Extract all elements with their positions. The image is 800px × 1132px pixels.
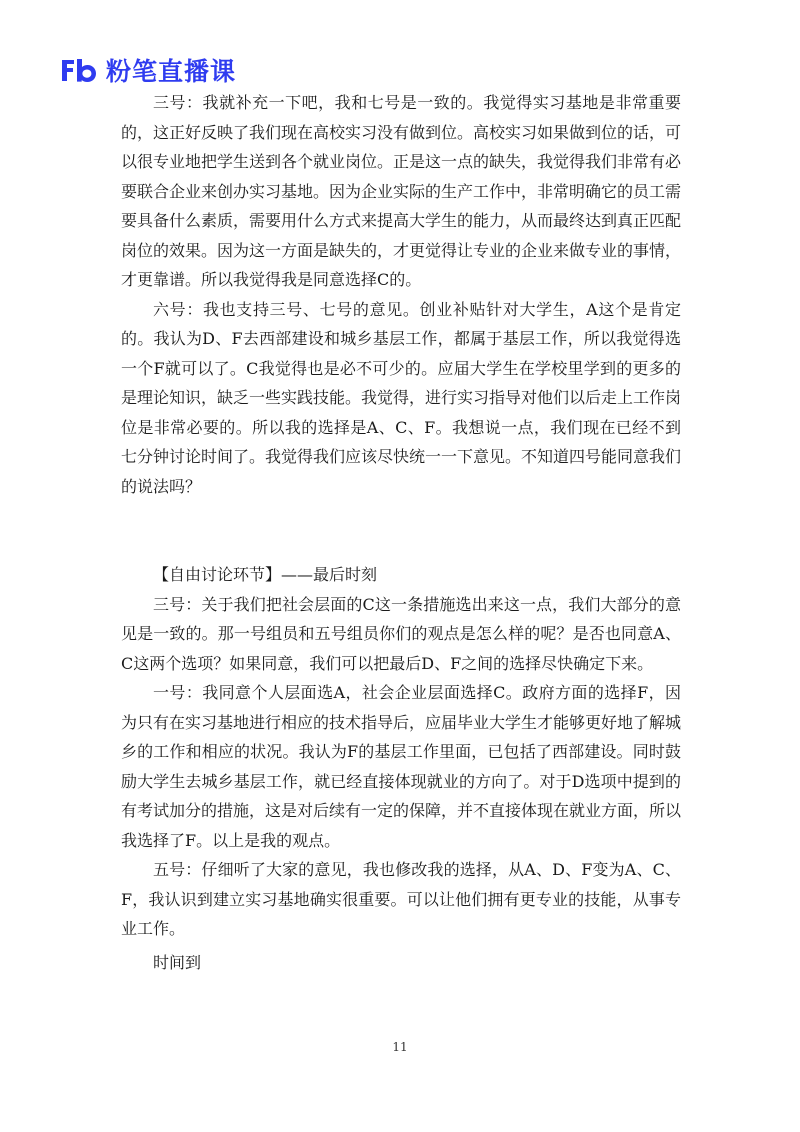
paragraph-speaker-3-final: 三号：关于我们把社会层面的C这一条措施选出来这一点，我们大部分的意见是一致的。那一号组员和五号组员你们的观点是怎么样的呢？是否也同意A、C这两个选项？如果同意，我们可以把最后D、F之间的选择尽快确定下来。	[121, 594, 681, 673]
paragraph-speaker-3: 三号：我就补充一下吧，我和七号是一致的。我觉得实习基地是非常重要的，这正好反映了我们现在高校实习没有做到位。高校实习如果做到位的话，可以很专业地把学生送到各个就业岗位。正是这一点的缺失，我觉得我们非常有必要联合企业来创办实习基地。因为企业实际的生产工作中，非常明确它的员工需要具备什么素质，需要用什么方式来提高大学生的能力，从而最终达到真正匹配岗位的效果。因为这一方面是缺失的，才更觉得让专业的企业来做专业的事情，才更靠谱。所以我觉得我是同意选择C的。	[121, 93, 682, 289]
document-body	[121, 88, 681, 977]
fb-logo-icon	[60, 56, 98, 84]
closing-line: 时间到	[153, 952, 202, 972]
paragraph-speaker-5: 五号：仔细听了大家的意见，我也修改我的选择，从A、D、F变为A、C、F，我认识到建立实习基地确实很重要。可以让他们拥有更专业的技能，从事专业工作。	[121, 860, 681, 938]
section-heading: 【自由讨论环节】——最后时刻	[153, 565, 378, 584]
brand-name: 粉笔直播课	[106, 57, 237, 86]
paragraph-speaker-1: 一号：我同意个人层面选A，社会企业层面选择C。政府方面的选择F，因为只有在实习基地进行相应的技术指导后，应届毕业大学生才能够更好地了解城乡的工作和相应的状况。我认为F的基层工作里面，已包括了西部建设。同时鼓励大学生去城乡基层工作，就已经直接体现就业的方向了。对于D选项中提到的有考试加分的措施，这是对后续有一定的保障，并不直接体现在就业方面，所以我选择了F。以上是我的观点。	[121, 683, 682, 850]
brand-logo	[60, 52, 236, 88]
page-number: 11	[392, 1040, 408, 1054]
paragraph-speaker-6: 六号：我也支持三号、七号的意见。创业补贴针对大学生，A这个是肯定的。我认为D、F去西部建设和城乡基层工作，都属于基层工作，所以我觉得选一个F就可以了。C我觉得也是必不可少的。应届大学生在学校里学到的更多的是理论知识，缺乏一些实践技能。我觉得，进行实习指导对他们以后走上工作岗位是非常必要的。所以我的选择是A、C、F。我想说一点，我们现在已经不到七分钟讨论时间了。我觉得我们应该尽快统一一下意见。不知道四号能同意我们的说法吗？	[121, 299, 682, 496]
section-spacer	[121, 501, 681, 560]
